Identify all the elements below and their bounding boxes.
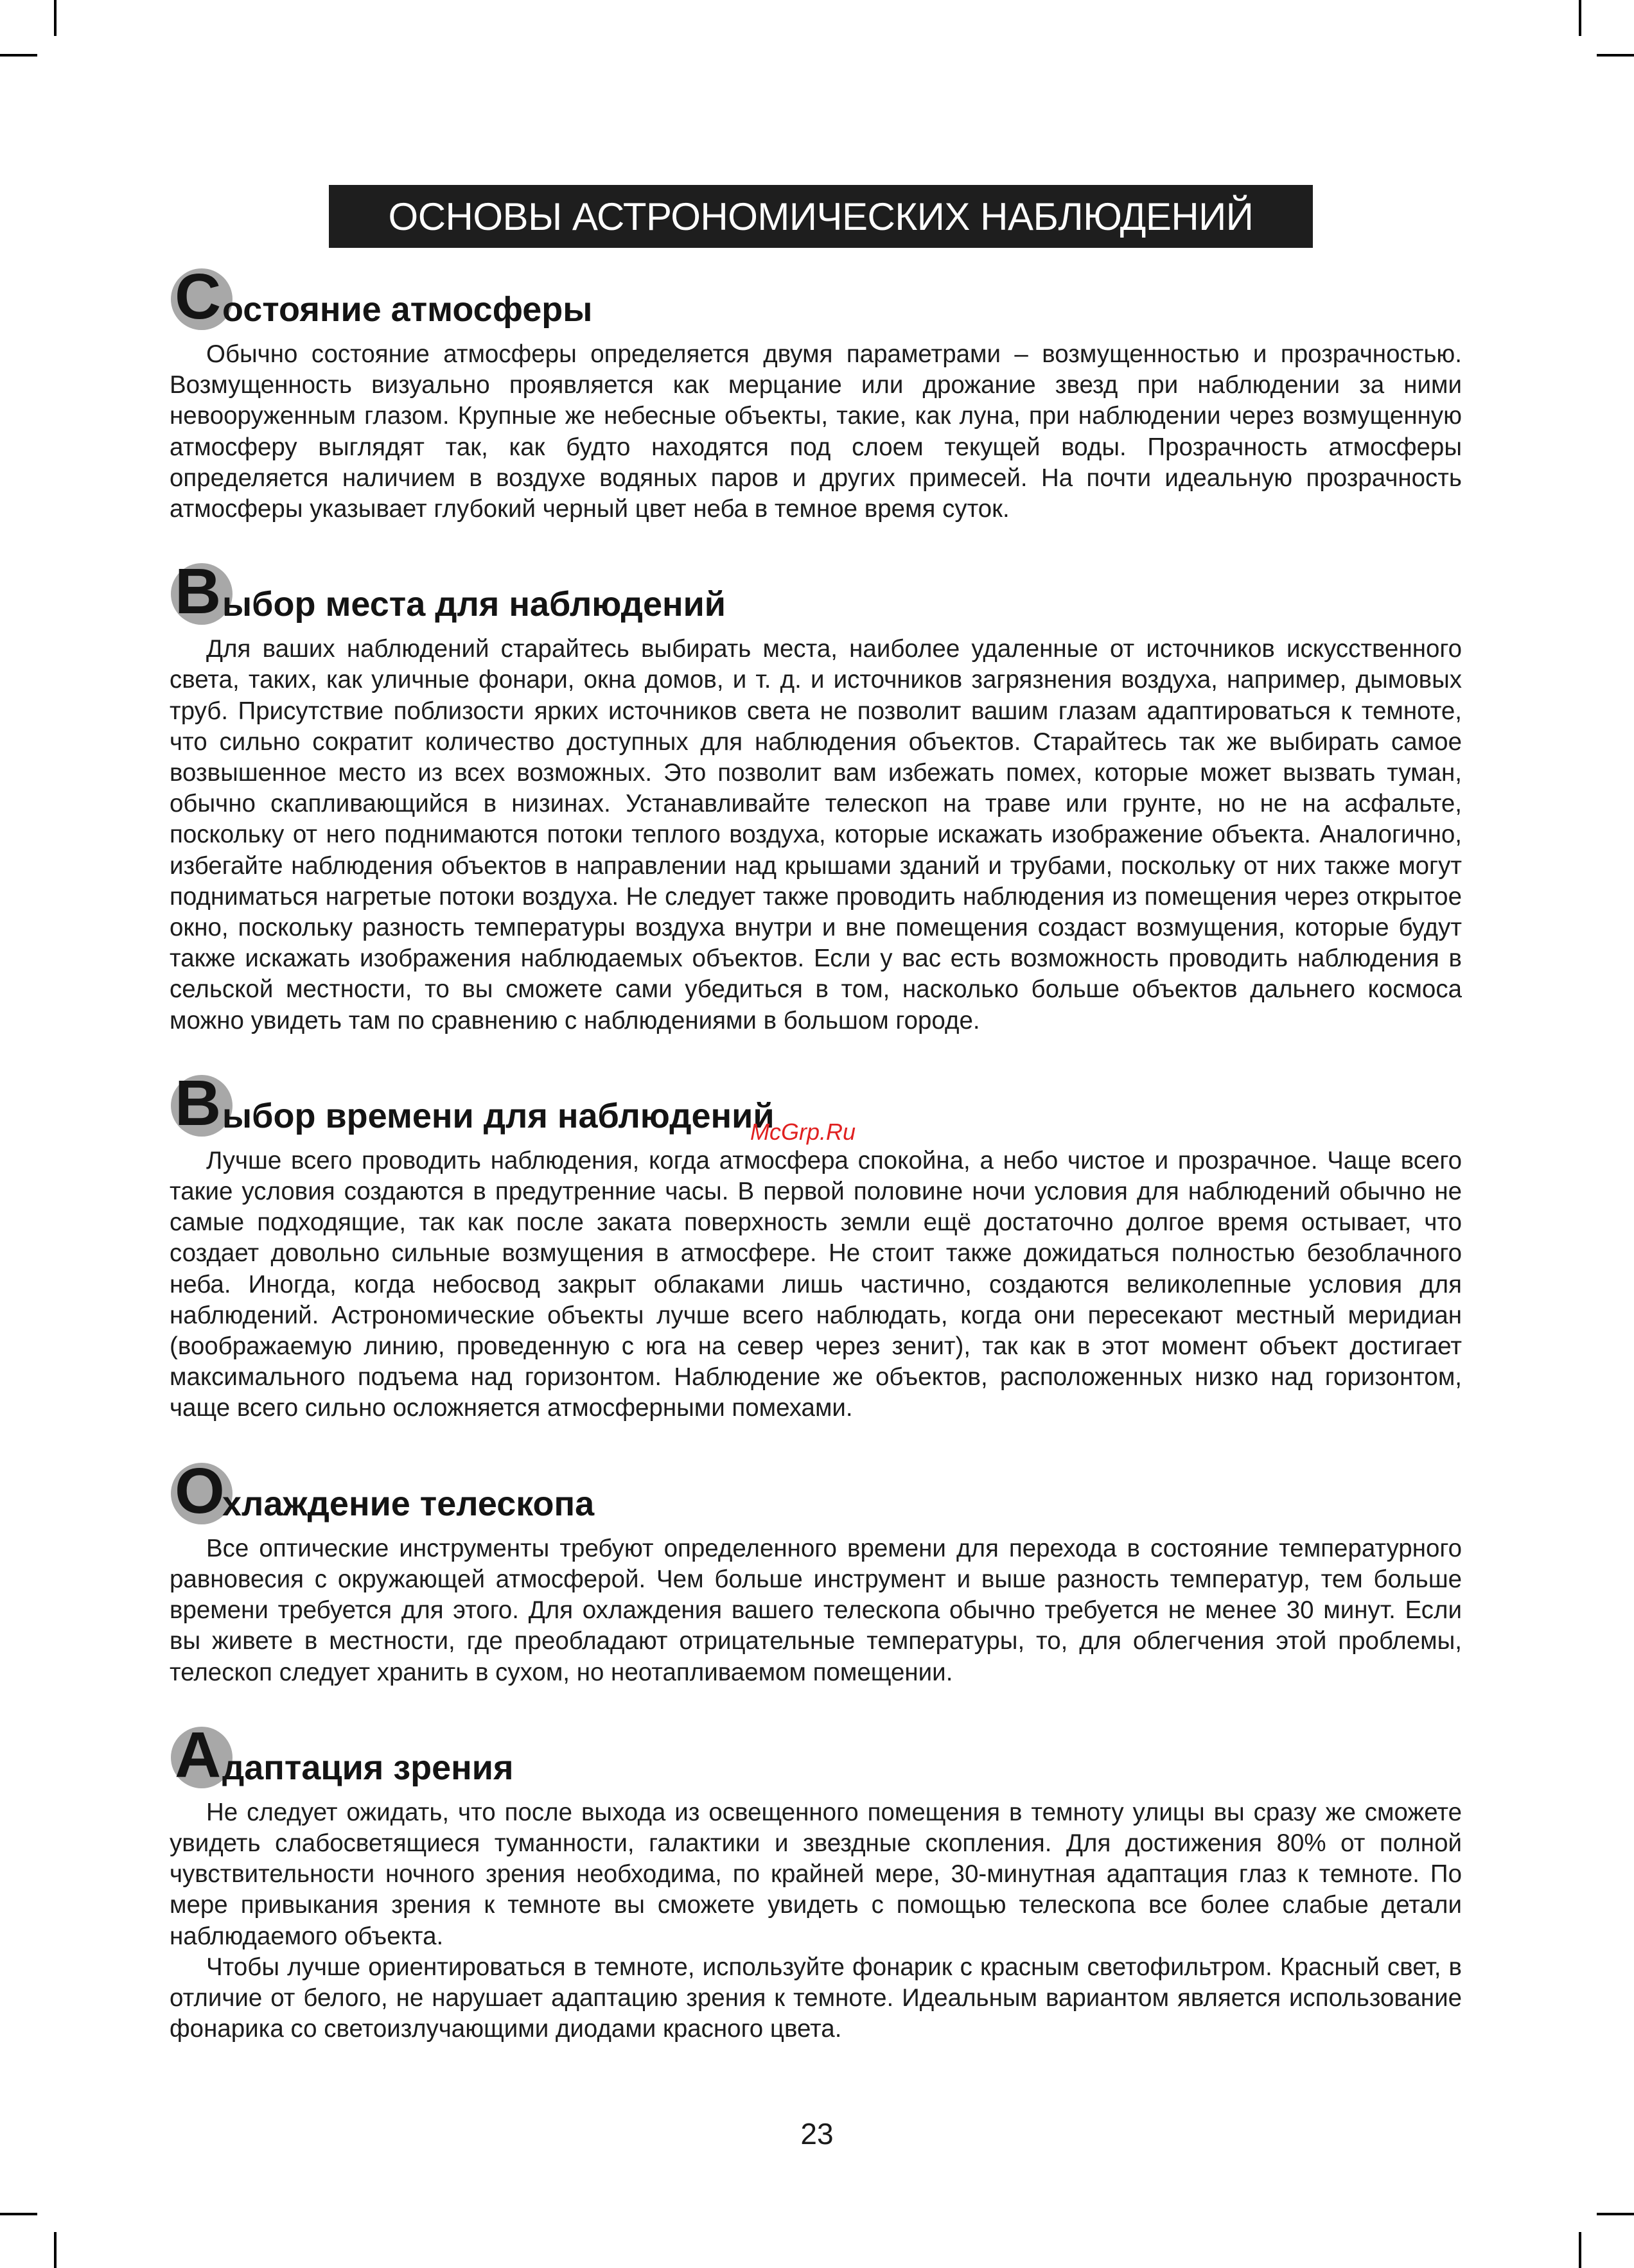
section-atmosphere <box>170 263 1462 525</box>
watermark-text: McGrp.Ru <box>750 1119 856 1145</box>
section-location <box>170 555 1462 1036</box>
crop-mark-bottom-left-vertical <box>54 2232 57 2268</box>
drop-cap-letter: В <box>175 1067 222 1139</box>
section-heading-text: ыбор места для наблюдений <box>222 585 726 624</box>
section-cooling <box>170 1454 1462 1688</box>
crop-mark-bottom-right-horizontal <box>1597 2213 1634 2215</box>
section-heading <box>170 1454 1462 1530</box>
section-heading <box>170 263 1462 335</box>
drop-cap-letter: О <box>175 1454 225 1527</box>
page-title: ОСНОВЫ АСТРОНОМИЧЕСКИХ НАБЛЮДЕНИЙ <box>388 195 1254 238</box>
section-heading <box>170 555 1462 630</box>
section-adaptation <box>170 1718 1462 2045</box>
section-heading-text: остояние атмосферы <box>222 290 593 329</box>
section-paragraph: Для ваших наблюдений старайтесь выбирать места, наиболее удаленные от источников искусственного света, таких, как уличные фонари, окна домов, и т. д. и источников загрязнения воздуха, например, дымовых труб. Присутствие поблизости ярких источников света не позволит вашим глазам адаптироваться к темноте, что сильно сократит количество доступных для наблюдения объектов. Старайтесь так же выбирать самое возвышенное место из всех возможных. Это позволит вам избежать помех, которые может вызвать туман, обычно скапливающийся в низинах. Устанавливайте телескоп на траве или грунте, но не на асфальте, поскольку от него поднимаются потоки теплого воздуха, которые искажать изображение объекта. Аналогично, избегайте наблюдения объектов в направлении над крышами зданий и трубами, поскольку от них также могут подниматься нагретые потоки воздуха. Не следует также проводить наблюдения из помещения через открытое окно, поскольку разность температуры воздуха внутри и вне помещения создаст возмущения, которые будут также искажать изображения наблюдаемых объектов. Если у вас есть возможность проводить наблюдения в сельской местности, то вы сможете сами убедиться в том, насколько больше объектов дальнего космоса можно увидеть там по сравнению с наблюдениями в большом городе. <box>170 635 1462 1034</box>
section-paragraph: Лучше всего проводить наблюдения, когда атмосфера спокойна, а небо чистое и прозрачное. Чаще всего такие условия создаются в предутренние часы. В первой половине ночи условия для наблюдений обычно не самые подходящие, так как после заката поверхность земли ещё достаточно долгое время остывает, что создает довольно сильные возмущения в атмосфере. Не стоит также дожидаться полностью безоблачного неба. Иногда, когда небосвод закрыт облаками лишь частично, создаются великолепные условия для наблюдений. Астрономические объекты лучше всего наблюдать, когда они пересекают местный меридиан (воображаемую линию, проведенную с юга на север через зенит), так как в этот момент объект достигает максимального подъема над горизонтом. Наблюдение же объектов, расположенных низко над горизонтом, чаще всего сильно осложняется атмосферными помехами. <box>170 1146 1462 1422</box>
crop-mark-bottom-right-vertical <box>1579 2232 1581 2268</box>
crop-mark-top-left-vertical <box>54 0 57 36</box>
section-heading-text: ыбор времени для наблюдений <box>222 1096 775 1135</box>
document-body <box>170 263 1462 2045</box>
section-paragraph: Обычно состояние атмосферы определяется двумя параметрами – возмущенностью и прозрачностью. Возмущенность визуально проявляется как мерцание или дрожание звезд при наблюдении за ними невооруженным глазом. Крупные же небесные объекты, такие, как луна, при наблюдении через возмущенную атмосферу выглядят так, как будто находятся под слоем текущей воды. Прозрачность атмосферы определяется наличием в воздухе водяных паров и других примесей. На почти идеальную прозрачность атмосферы указывает глубокий черный цвет неба в темное время суток. <box>170 340 1462 523</box>
section-paragraph: Чтобы лучше ориентироваться в темноте, используйте фонарик с красным светофильтром. Красный свет, в отличие от белого, не нарушает адаптацию зрения к темноте. Идеальным вариантом является использование фонарика со светоизлучающими диодами красного цвета. <box>170 1953 1462 2043</box>
section-paragraph: Не следует ожидать, что после выхода из освещенного помещения в темноту улицы вы сразу же сможете увидеть слабосветящиеся туманности, галактики и звездные скопления. Для достижения 80% от полной чувствительности ночного зрения необходима, по крайней мере, 30-минутная адаптация глаз к темноте. По мере привыкания зрения к темноте вы сможете увидеть с помощью телескопа все более слабые детали наблюдаемого объекта. <box>170 1798 1462 1950</box>
page-title-bar <box>329 185 1313 248</box>
section-heading-text: хлаждение телескопа <box>222 1484 595 1523</box>
section-heading-text: даптация зрения <box>222 1748 514 1787</box>
crop-mark-bottom-left-horizontal <box>0 2213 37 2215</box>
crop-mark-top-right-vertical <box>1579 0 1581 36</box>
drop-cap-letter: С <box>175 261 222 333</box>
drop-cap-letter: А <box>175 1718 222 1791</box>
section-paragraph: Все оптические инструменты требуют определенного времени для перехода в состояние температурного равновесия с окружающей атмосферой. Чем больше инструмент и выше разность температур, тем больше времени требуется для этого. Для охлаждения вашего телескопа обычно требуется не менее 30 минут. Если вы живете в местности, где преобладают отрицательные температуры, то, для облегчения этой проблемы, телескоп следует хранить в сухом, но неотапливаемом помещении. <box>170 1534 1462 1686</box>
section-heading <box>170 1718 1462 1793</box>
crop-mark-top-left-horizontal <box>0 54 37 57</box>
crop-mark-top-right-horizontal <box>1597 54 1634 57</box>
page-number: 23 <box>800 2117 834 2150</box>
drop-cap-letter: В <box>175 555 222 628</box>
